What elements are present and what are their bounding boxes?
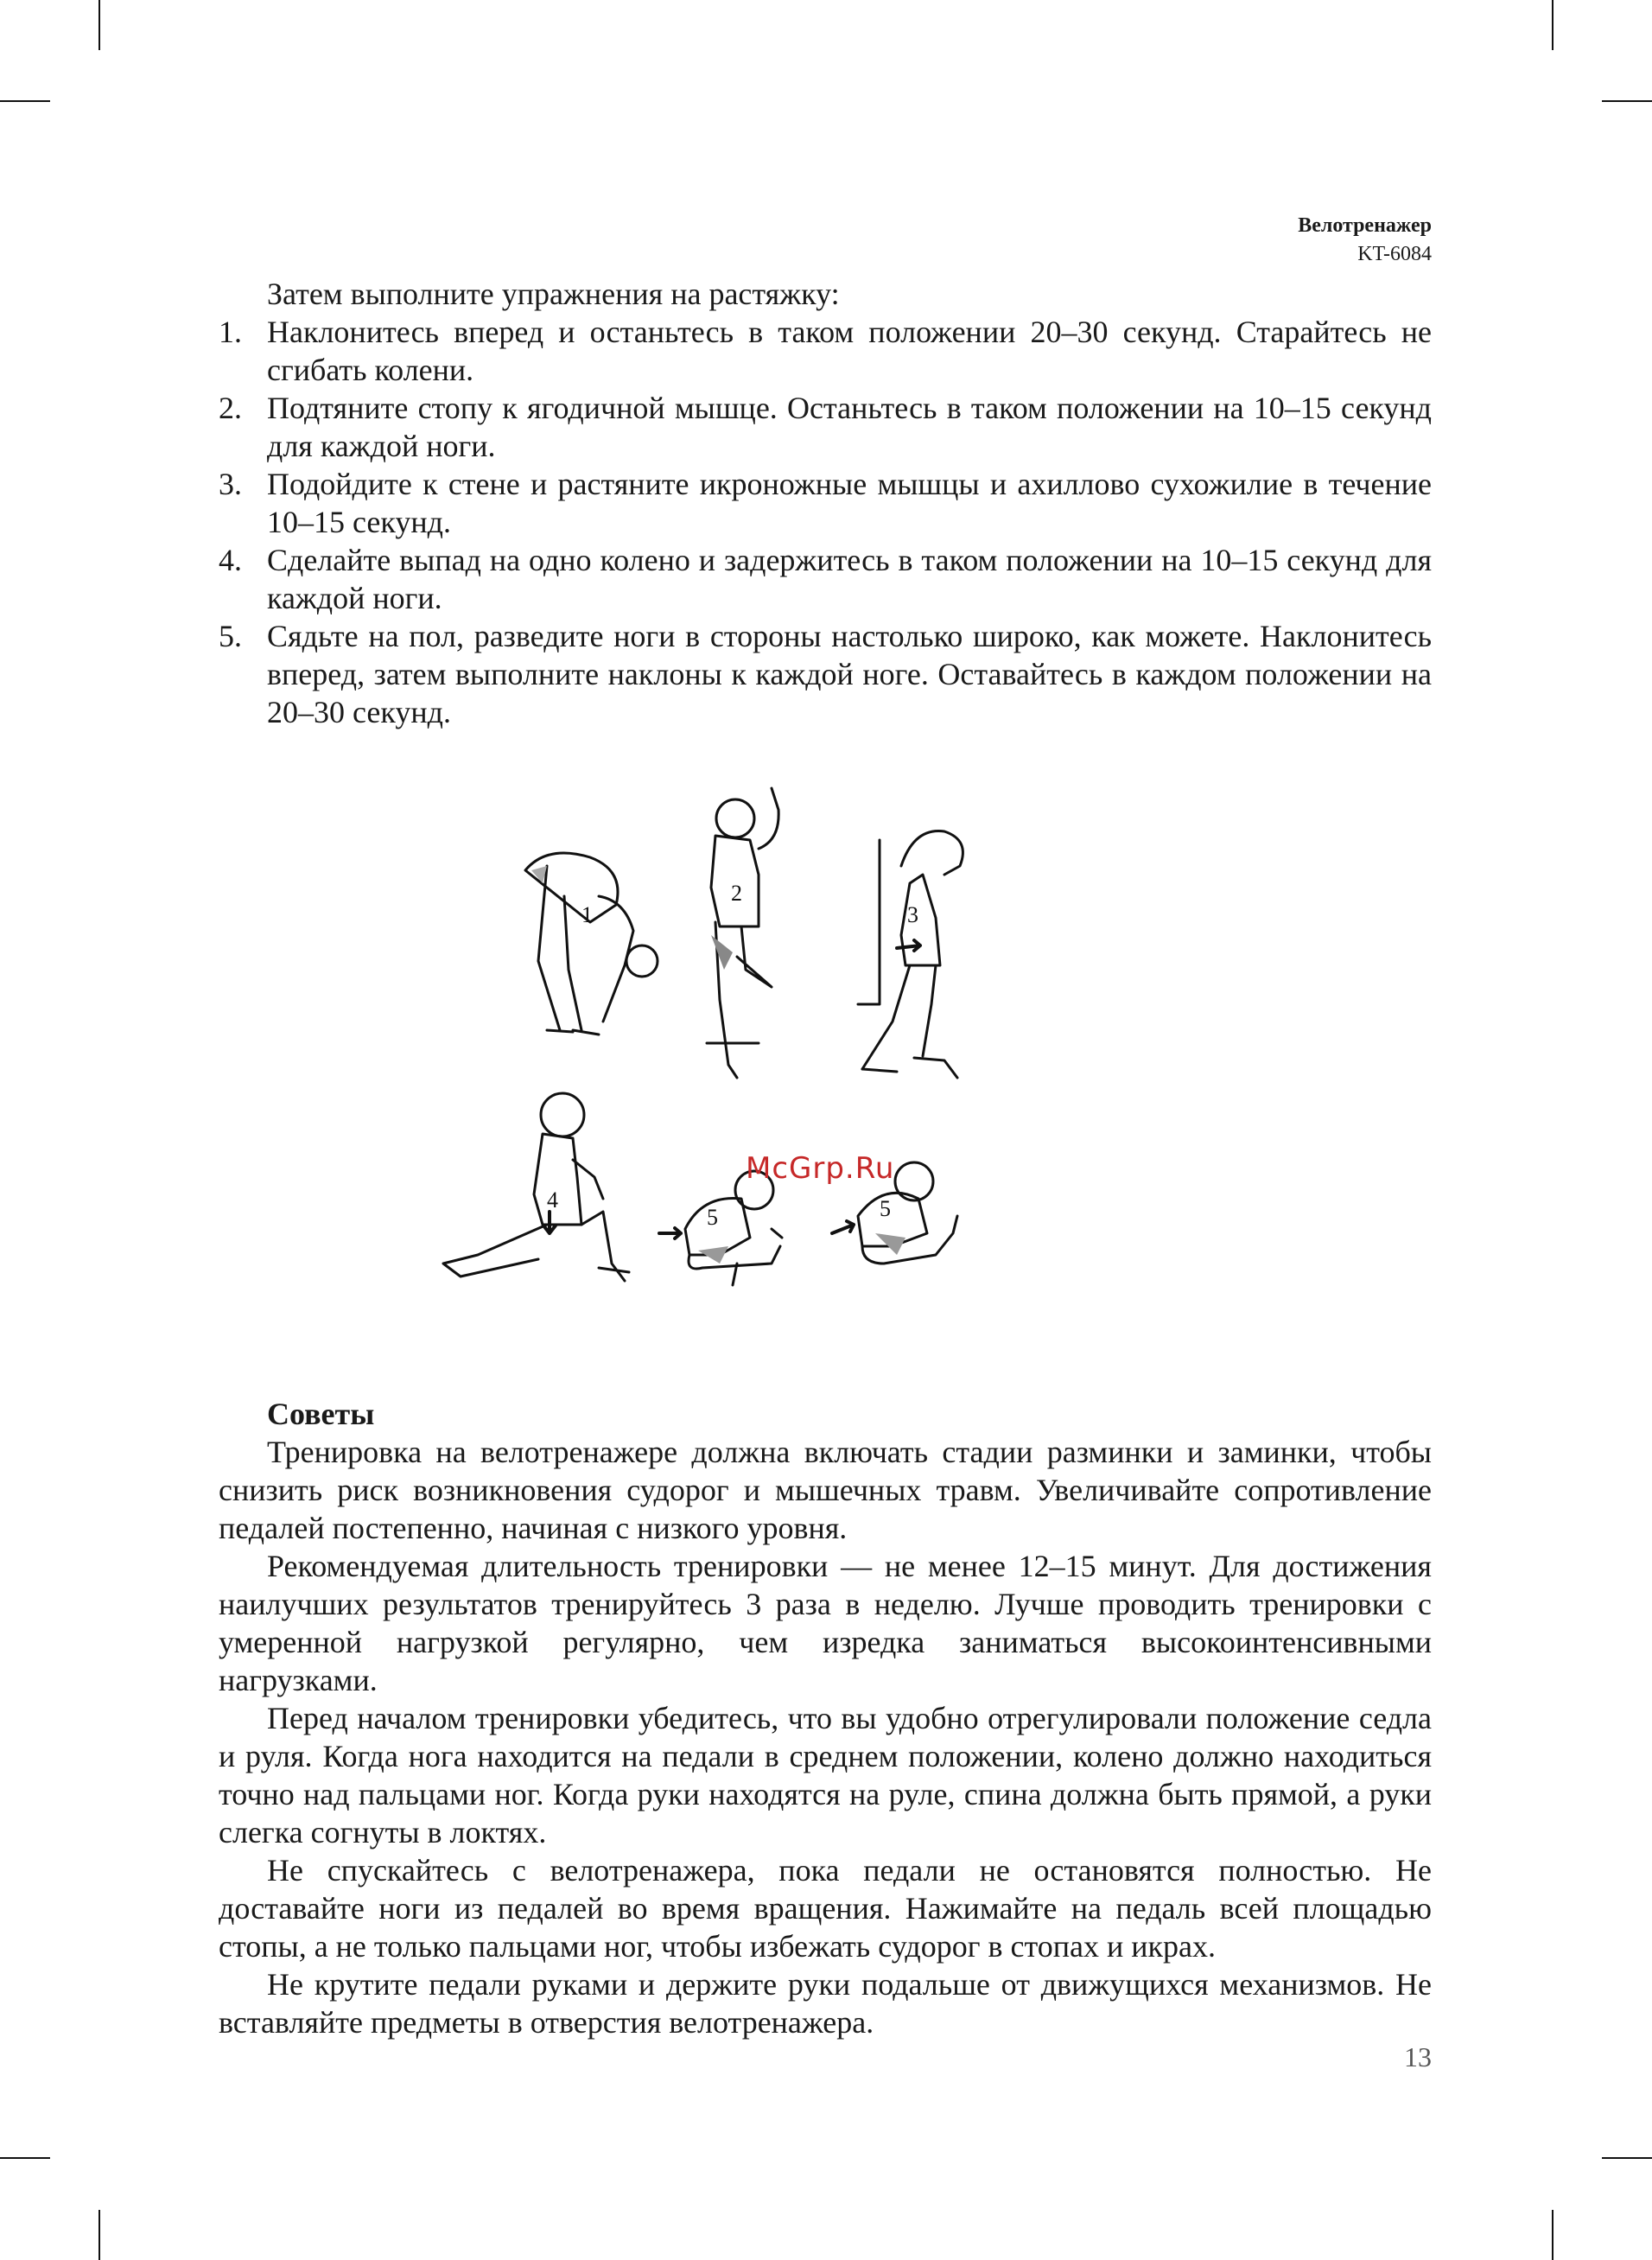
figure-label: 4 xyxy=(547,1187,558,1213)
running-header xyxy=(1298,212,1432,269)
header-model: KT-6084 xyxy=(1357,243,1432,265)
tips-paragraph: Тренировка на велотренажере должна включать стадии разминки и заминки, чтобы снизить риск возникновения судорог и мышечных травм. Увеличивайте сопротивление педалей постепенно, начиная с низкого уровня. xyxy=(219,1435,1432,1545)
page-content xyxy=(219,275,1432,2041)
intro-text: Затем выполните упражнения на растяжку: xyxy=(267,277,840,311)
step-number: 2. xyxy=(219,391,242,425)
figure-label: 5 xyxy=(880,1196,891,1221)
list-item xyxy=(219,465,1432,541)
list-item xyxy=(219,617,1432,731)
crop-mark xyxy=(1552,0,1554,50)
step-number: 1. xyxy=(219,315,242,349)
list-item xyxy=(219,313,1432,389)
stretching-figures xyxy=(219,745,1432,1374)
crop-mark xyxy=(0,2157,50,2159)
tips-paragraph: Не спускайтесь с велотренажера, пока педали не остановятся полностью. Не доставайте ноги из педалей во время вращения. Нажимайте на педаль всей площадью стопы, а не только пальцами ног, чтобы избежать судорог в стопах и икрах. xyxy=(219,1853,1432,1964)
step-number: 4. xyxy=(219,543,242,577)
crop-mark xyxy=(98,0,100,50)
tips-paragraph: Не крутите педали руками и держите руки подальше от движущихся механизмов. Не вставляйте предметы в отверстия велотренажера. xyxy=(219,1967,1432,2040)
figure-label: 2 xyxy=(731,881,742,906)
stretching-illustration xyxy=(219,745,1432,1374)
list-item xyxy=(219,389,1432,465)
step-text: Сделайте выпад на одно колено и задержитесь в таком положении на 10–15 секунд для каждой ноги. xyxy=(267,543,1432,615)
step-number: 3. xyxy=(219,467,242,501)
crop-mark xyxy=(1552,2210,1554,2260)
figure-label: 1 xyxy=(581,902,593,927)
figure-wall-stretch xyxy=(858,831,963,1079)
figure-label: 3 xyxy=(907,902,918,927)
figure-forward-bend xyxy=(525,853,658,1035)
figure-label: 5 xyxy=(707,1205,718,1230)
crop-mark xyxy=(0,100,50,102)
list-item xyxy=(219,541,1432,617)
watermark: McGrp.Ru xyxy=(746,1151,895,1186)
crop-mark xyxy=(98,2210,100,2260)
tips-heading: Советы xyxy=(267,1397,375,1431)
tips-paragraph: Рекомендуемая длительность тренировки — не менее 12–15 минут. Для достижения наилучших результатов тренируйтесь 3 раза в неделю. Лучше проводить тренировки с умеренной нагрузкой регулярно, чем изредка заниматься высокоинтенсивными нагрузками. xyxy=(219,1549,1432,1697)
step-text: Подтяните стопу к ягодичной мышце. Останьтесь в таком положении на 10–15 секунд для каждой ноги. xyxy=(267,391,1432,463)
stretch-steps-list xyxy=(219,313,1432,731)
step-number: 5. xyxy=(219,619,242,653)
figure-lunge xyxy=(443,1093,629,1281)
figure-quad-stretch xyxy=(707,788,778,1078)
step-text: Сядьте на пол, разведите ноги в стороны настолько широко, как можете. Наклонитесь вперед, затем выполните наклоны к каждой ноге. Оставайтесь в каждом положении на 20–30 секунд. xyxy=(267,619,1432,729)
figure-seated-straddle xyxy=(659,1171,782,1285)
step-text: Подойдите к стене и растяните икроножные мышцы и ахиллово сухожилие в течение 10–15 секунд. xyxy=(267,467,1432,539)
crop-mark xyxy=(1602,2157,1652,2159)
step-text: Наклонитесь вперед и останьтесь в таком положении 20–30 секунд. Старайтесь не сгибать колени. xyxy=(267,315,1432,387)
page-number: 13 xyxy=(1404,2041,1432,2072)
header-title: Велотренажер xyxy=(1298,214,1432,237)
crop-mark xyxy=(1602,100,1652,102)
tips-paragraph: Перед началом тренировки убедитесь, что вы удобно отрегулировали положение седла и руля. Когда нога находится на педали в среднем положении, колено должно находиться точно над пальцами ног. Когда руки находятся на руле, спина должна быть прямой, а руки слегка согнуты в локтях. xyxy=(219,1701,1432,1849)
